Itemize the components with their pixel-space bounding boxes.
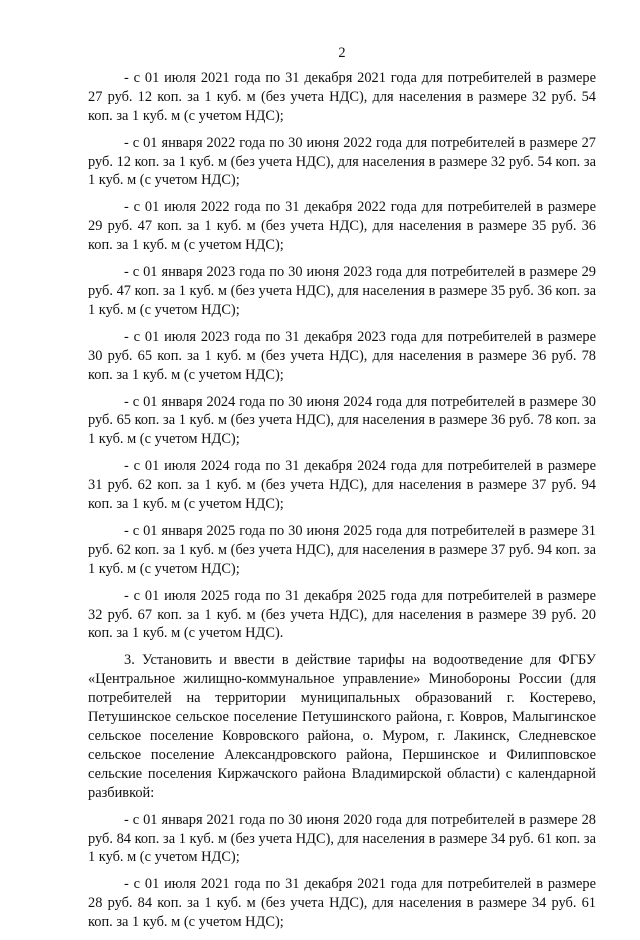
paragraph: - с 01 июля 2021 года по 31 декабря 2021 года для потребителей в размере 27 руб. 12 коп. за 1 куб. м (без учета НДС), для населения в размере 32 руб. 54 коп. за 1 куб. м (с учетом НДС); — [88, 69, 596, 124]
paragraph: - с 01 июля 2021 года по 31 декабря 2021 года для потребителей в размере 28 руб. 84 коп. за 1 куб. м (без учета НДС), для населения в размере 34 руб. 61 коп. за 1 куб. м (с учетом НДС); — [88, 876, 596, 931]
paragraph: - с 01 июля 2024 года по 31 декабря 2024 года для потребителей в размере 31 руб. 62 коп. за 1 куб. м (без учета НДС), для населения в размере 37 руб. 94 коп. за 1 куб. м (с учетом НДС); — [88, 458, 596, 513]
paragraph: - с 01 июля 2022 года по 31 декабря 2022 года для потребителей в размере 29 руб. 47 коп. за 1 куб. м (без учета НДС), для населения в размере 35 руб. 36 коп. за 1 куб. м (с учетом НДС); — [88, 199, 596, 254]
paragraph: - с 01 января 2024 года по 30 июня 2024 года для потребителей в размере 30 руб. 65 коп. за 1 куб. м (без учета НДС), для населения в размере 36 руб. 78 коп. за 1 куб. м (с учетом НДС); — [88, 393, 596, 448]
paragraph: - с 01 июля 2025 года по 31 декабря 2025 года для потребителей в размере 32 руб. 67 коп. за 1 куб. м (без учета НДС), для населения в размере 39 руб. 20 коп. за 1 куб. м (с учетом НДС). — [88, 587, 596, 642]
paragraph: - с 01 января 2022 года по 30 июня 2022 года для потребителей в размере 27 руб. 12 коп. за 1 куб. м (без учета НДС), для населения в размере 32 руб. 54 коп. за 1 куб. м (с учетом НДС); — [88, 134, 596, 189]
paragraph: - с 01 января 2025 года по 30 июня 2025 года для потребителей в размере 31 руб. 62 коп. за 1 куб. м (без учета НДС), для населения в размере 37 руб. 94 коп. за 1 куб. м (с учетом НДС); — [88, 522, 596, 577]
document-page — [88, 44, 596, 940]
paragraph: - с 01 января 2023 года по 30 июня 2023 года для потребителей в размере 29 руб. 47 коп. за 1 куб. м (без учета НДС), для населения в размере 35 руб. 36 коп. за 1 куб. м (с учетом НДС); — [88, 264, 596, 318]
page-number: 2 — [338, 45, 346, 61]
paragraph: - с 01 июля 2023 года по 31 декабря 2023 года для потребителей в размере 30 руб. 65 коп. за 1 куб. м (без учета НДС), для населения в размере 36 руб. 78 коп. за 1 куб. м (с учетом НДС); — [88, 328, 596, 383]
paragraph: - с 01 января 2021 года по 30 июня 2020 года для потребителей в размере 28 руб. 84 коп. за 1 куб. м (без учета НДС), для населения в размере 34 руб. 61 коп. за 1 куб. м (с учетом НДС); — [88, 811, 596, 866]
section-3-paragraph: 3. Установить и ввести в действие тарифы на водоотведение для ФГБУ «Центральное жилищно-коммунальное управление» Минобороны России (для потребителей на территории муниципальных образований г. Костерево, Петушинское сельское поселение Петушинского района, г. Ковров, Малыгинское сельское поселение Ковровского района, о. Муром, г. Лакинск, Следневское сельское поселение Александровского района, Першинское и Филипповское сельские поселения Киржачского района Владимирской области) с календарной разбивкой: — [88, 652, 596, 801]
